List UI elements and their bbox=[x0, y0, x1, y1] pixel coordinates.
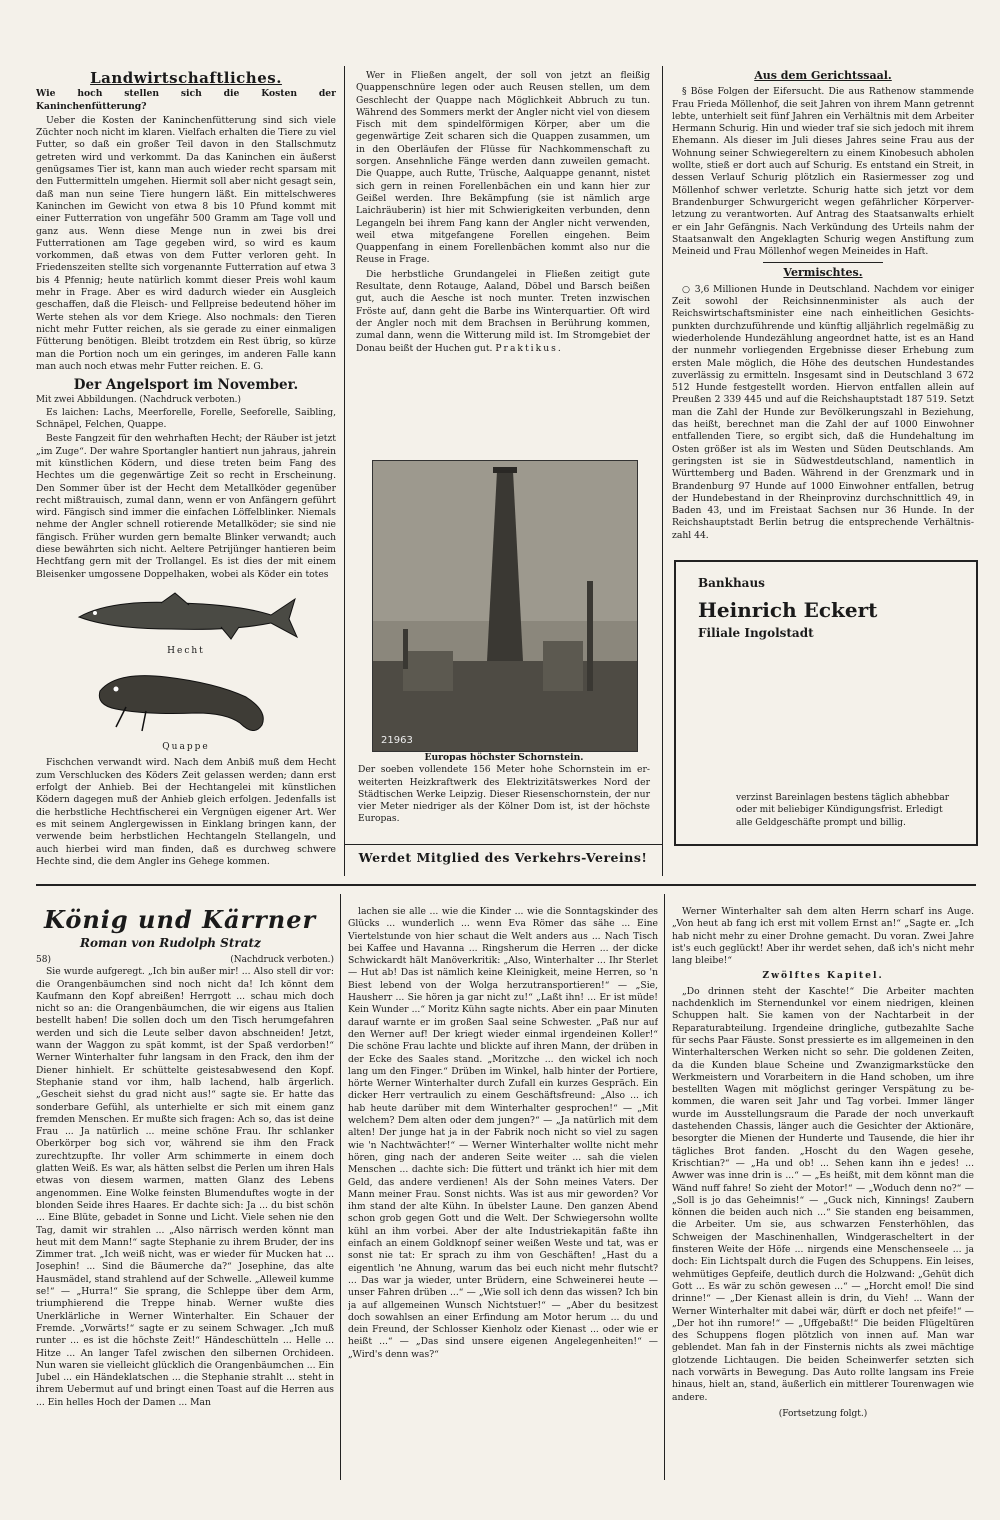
novel-column-3 bbox=[672, 906, 974, 1480]
paragraph-ground-angling bbox=[356, 269, 650, 355]
ad-body: verzinst Bareinlagen bestens täglich abhebbar oder mit beliebiger Kündigungsfrist. Erledigt alle Geldgeschäfte prompt und billig. bbox=[736, 793, 950, 828]
banner-tourism-club: Werdet Mitglied des Verkehrs-Vereins! bbox=[358, 850, 648, 865]
novel-author: Roman von Rudolph Stratz bbox=[80, 936, 261, 950]
pike-illustration bbox=[71, 585, 301, 645]
novel-column-1 bbox=[36, 954, 334, 1474]
heading-miscellaneous: Vermischtes. bbox=[783, 266, 863, 280]
novel-rule-right bbox=[664, 894, 665, 1480]
installment-number: 58) bbox=[36, 955, 51, 965]
novel-header-line bbox=[36, 954, 334, 966]
ad-bankhaus: Bankhaus bbox=[698, 576, 765, 590]
heading-courtroom: Aus dem Gerichtssaal. bbox=[754, 69, 892, 82]
author-signature: Praktikus. bbox=[495, 342, 563, 354]
paragraph-pike-season: Beste Fangzeit für den wehrhaften Hecht; der Räuber ist jetzt „im Zuge“. Der wahre Sportangler hantiert nun jahraus, jahrein mit künstlichen Ködern, und diese treten beim Fang des Hechtes um die gegenwärtige Zeit so recht in Erscheinung. Den Sommer über ist der Hecht dem Metallköder gegenüber recht mißtrauisch, zumal dann, wenn er von Anfängern geführt wird. Fängisch sind immer die einfachen Löffelblinker. Niemals nehme der Angler schnell rotierende Metallköder; sie sind nie fängisch. Früher wurden gern bemalte Blinker verwandt; auch diese bewährten sich nicht. Aeltere Petrijünger hantieren beim Hechtfang gern mit der Trollangel. Es ist dies der mit einem Bleisenker umgossene Doppelhaken, wobei als Köder ein totes bbox=[36, 433, 336, 580]
heading-agriculture: Landwirtschaftliches. bbox=[90, 69, 282, 87]
subheading-rabbit-feeding: Wie hoch stellen sich die Kosten der Kaninchenfütterung? bbox=[36, 88, 336, 112]
heading-angling-november: Der Angelsport im November. bbox=[73, 377, 299, 394]
byline-angling: Mit zwei Abbildungen. (Nachdruck verboten.) bbox=[36, 395, 241, 406]
column-court bbox=[672, 66, 974, 558]
paragraph-pike-bait: Fischchen verwandt wird. Nach dem Anbiß muß dem Hecht zum Verschlucken des Köders Zeit gelassen werden; dann erst erfolgt der Anhieb. Bei der Hechtangelei mit künstlichen Ködern dagegen muß der Anhieb gleich erfolgen. Jedenfalls ist die herbstliche Hechtfischerei ein Vergnügen eigener Art. Wer es mit seinem Anglergewissen in Einklang bringen kann, der verwende beim herbstlichen Hechtangeln Stellangeln, und auch hierbei wird man finden, daß es durchweg schwere Hechte sind, die dem Angler ins Gehege kommen. bbox=[36, 757, 336, 867]
column-rule-right bbox=[662, 66, 663, 876]
section-rule bbox=[36, 884, 976, 886]
article-rabbit-feeding: Ueber die Kosten der Kaninchenfütterung sind sich viele Züchter noch nicht im klaren. Vielfach erhalten die Tiere zu viel Futter, so daß ein großer Teil davon in den Stallschmutz getreten wird und verkommt. Da das Kaninchen ein äußerst genügsames Tier ist, kann man auch wieder recht sparsam mit den Futtermitteln umgehen. Hiermit soll aber nicht gesagt sein, daß man nun seine Tiere hungern läßt. Ein mittelschweres Kaninchen im Gewicht von etwa 8 bis 10 Pfund kommt mit einer Futterration von ungefähr 500 Gramm am Tage voll und ganz aus. Wenn diese Menge nun in zwei bis drei Futterrationen am Tage gegeben wird, so wird es kaum vorkommen, daß etwas von dem Futter verloren geht. In Friedenszeiten stellte sich vorgenannte Futterration auf etwa 3 bis 4 Pfennig; heute natürlich kommt dieser Preis wohl kaum mehr in Frage. Aber es wird dadurch wieder ein Ausgleich geschaffen, daß die Fleisch- und Fellpreise bedeutend höher im Werte stehen als vor dem Kriege. Also nochmals: den Tieren nicht mehr Futter reichen, als sie gerade zu einer einmaligen Fütterung benötigen. Bleibt trotzdem ein Rest übrig, so kürze man die Portion noch um ein geringes, im anderen Falle kann man auch noch etwas mehr Futter reichen. E. G. bbox=[36, 114, 336, 372]
photo-number: 21963 bbox=[381, 735, 413, 746]
novel-text-3: Werner Winterhalter sah dem alten Herrn scharf ins Auge. „Von heut ab fang ich erst mit vollem Ernst an!“ „Sagte er. „Ich hab nicht mehr zu einer Drohne gemacht. Du voran. Zwei Jahre ist's euch geglückt! Aber ihr werdet sehen, daß ich's nicht mehr lang bleibe!“ bbox=[672, 906, 974, 967]
chimney-photo bbox=[372, 460, 638, 752]
chapter-heading: Zwölftes Kapitel. bbox=[762, 970, 884, 982]
article-dogs: ○ 3,6 Millionen Hunde in Deutschland. Nachdem vor einiger Zeit sowohl der Reichsinnenminister als auch der Reichswirtschaftsminister eine nach einheitlichen Gesichtspunkten durchzuführende und künftig alljährlich regelmäßig zu wiederholende Hundezählung angeordnet hatte, ist es an Hand der nunmehr vorliegenden Ergebnisse dieser Erhebung zum ersten Male möglich, die Höhe des deutschen Hundestandes zuverlässig zu ermitteln. Insgesamt sind in Deutschland 3 672 512 Hunde festgestellt worden. Hiervon entfallen allein auf Preußen 2 339 445 und auf die Reichshauptstadt 187 519. Setzt man die Zahl der Hunde zur Bevölkerungszahl in Beziehung, das heißt, berechnet man die Zahl der auf 1000 Einwohner entfallenden Tiere, so ergibt sich, daß die Hundehaltung im Osten größer ist als im Westen und Süden Deutschlands. Am geringsten ist sie in Südwestdeutschland, namentlich in Württemberg und Baden. Während in der Grenzmark und in Brandenburg 97 Hunde auf 1000 Einwohner entfallen, betrug der Hundebestand in der Rheinprovinz durchschnittlich 49, in Baden 43, und im Freistaat Sachsen nur 36 Hunde. In der Reichshauptstadt Berlin betrug die entsprechende Verhältniszahl 44. bbox=[672, 283, 974, 541]
rule-court-misc bbox=[763, 262, 883, 263]
column-rule-left bbox=[344, 66, 345, 876]
ground-angling-text: Die herbstliche Grundangelei in Fließen zeitigt gute Resultate, denn Rotauge, Aaland, Döbel und Barsch beißen gut, auch die Aesche ist noch munter. Treten inzwischen Fröste auf, dann geht die Barbe ins Winterquartier. Oft wird der Angler noch mit dem Brachsen in Berührung kommen, zumal dann, wenn die Witterung mild ist. Im Stromgebiet der Donau beißt der Huchen gut. bbox=[356, 268, 650, 354]
novel-text-1: Sie wurde aufgeregt. „Ich bin außer mir! ... Also stell dir vor: die Orangenbäumchen sind noch nicht da! Ich könnt dem Kaufmann den Kopf abreißen! Herrgott ... schau mich doch nicht so an: die Orangenbäumchen, die wir eigens aus Italien bestellt haben! Die sollen doch um den Tisch herumgefahren werden und sich die Leute selber davon abschneiden! Jetzt, wann der Waggon zu spät kommt, ist der Spaß verdorben!“ Werner Winterhalter fuhr langsam in den Frack, den ihm der Diener hinhielt. Er schüttelte geistesabwesend den Kopf. Stephanie stand vor ihm, halb lachend, halb ärgerlich. „Gescheit siehst du grad nicht aus!“ sagte sie. Er hatte das sonderbare Gefühl, als unterhielte er sich mit einem ganz fremden Menschen. Er mußte sich fragen: Ach so, das ist deine Frau ... Ja natürlich ... meine schöne Frau. Ihr schlanker Oberkörper bog sich vor, während sie ihm den Frack zurechtzupfte. Ihr voller Arm schimmerte in einem doch glatten Weiß. Es war, als hätten selbst die Perlen um ihren Hals etwas von diesem warmen, matten Glanz des Lebens angenommen. Eine Wolke feinsten Blumenduftes wogte in der blonden Seide ihres Haares. Er dachte sich: Ja ... du bist schön ... Eine Blüte, gebadet in Sonne und Licht. Viele sehen nie den Tag, damit wir strahlen ... „Also närrisch werden könnt man heut mit dem Mann!“ sagte Stephanie zu ihrem Bruder, der ins Zimmer trat. „Ich weiß nicht, was er wieder für Mucken hat ... Josephin! ... Sind die Bäumerche da?“ Josephine, das alte Hausmädel, stand strahlend auf der Schwelle. „Alleweil kumme se!“ — „Hurra!“ Sie sprang, die Schleppe über dem Arm, triumphierend die Treppe hinab. Werner wußte dies Unerklärliche in Werner Winterhalter. Ein Schauer der Fremde. „Vorwärts!“ sagte er zu seinem Schwager. „Ich muß runter ... es ist die höchste Zeit!“ Händeschütteln ... Helle ... Hitze ... An langer Tafel zwischen den silbernen Orchideen. Nun waren sie vielleicht glücklich die Orangenbäumchen ... Ein Jubel ... ein Händeklatschen ... die Stephanie strahlt ... steht in ihrem Uebermut auf und bringt einen Toast auf die Herren aus ... Ein helles Hoch der Damen ... Man bbox=[36, 966, 334, 1408]
burbot-illustration bbox=[86, 661, 286, 741]
chimney-caption bbox=[358, 752, 650, 826]
ad-branch: Filiale Ingolstadt bbox=[698, 626, 814, 640]
chimney-photo-graphic bbox=[373, 461, 637, 751]
bank-advertisement bbox=[674, 560, 978, 846]
article-jealousy: § Böse Folgen der Eifersucht. Die aus Rathenow stammende Frau Frieda Möllenhof, die seit Jahren von ihrem Mann getrennt lebte, unterhielt seit fünf Jahren ein Verhältnis mit dem Arbeiter Hermann Schurig. Hin und wieder traf sie sich jedoch mit ihrem Ehemann. Als dieser im Juli dieses Jahres seine Frau aus der Wohnung seiner Schwiegereltern zu einem Kinobesuch abholen wollte, stieß er dort auch auf Schurig. Es entstand ein Streit, in dessen Verlauf Schurig plötzlich ein Rasiermesser zog und Möllenhof schwer verletzte. Schurig hatte sich jetzt vor dem Brandenburger Schwurgericht wegen gefährlicher Körperverletzung zu verantworten. Auf Antrag des Staatsanwalts erhielt er ein Jahr Gefängnis. Nach Verkündung des Urteils nahm der Staatsanwalt den Angeklagten Schurig wegen Anstiftung zum Meineid und Frau Möllenhof wegen Meineides in Haft. bbox=[672, 86, 974, 258]
paragraph-burbot: Wer in Fließen angelt, der soll von jetzt an fleißig Quappenschnüre legen oder auch Reusen stellen, um dem Geschlecht der Quappe nach Möglichkeit Abbruch zu tun. Während des Sommers merkt der Angler nicht viel von diesem Fisch mit dem spindelförmigen Körper, aber um die gegenwärtige Zeit scharen sich die Quappen zusammen, um in den Oberläufen der Flüsse für Nachkommenschaft zu sorgen. Ansehnliche Fänge werden dann zuweilen gemacht. Die Quappe, auch Rutte, Trüsche, Aalquappe genannt, nistet sich gern in reinen Forellenbächen ein und kann hier zur Geißel werden. Ihre Bekämpfung (sie ist nämlich arge Laichräuberin) ist hier mit Schwierigkeiten verbunden, denn Legangeln bei ihrem Fang kann der Angler nicht verwenden, weil etwa mitgefangene Forellen eingehen. Beim Quappenfang in einem Forellenbächen kommt also nur die Reuse in Frage. bbox=[356, 70, 650, 266]
reprint-notice: (Nachdruck verboten.) bbox=[230, 955, 334, 965]
rule-above-banner bbox=[344, 844, 662, 845]
novel-rule-left bbox=[340, 894, 341, 1480]
column-agriculture bbox=[36, 66, 336, 870]
novel-title: König und Kärrner bbox=[44, 905, 317, 934]
novel-column-2 bbox=[348, 906, 658, 1480]
paragraph-spawning: Es laichen: Lachs, Meerforelle, Forelle, Seeforelle, Saibling, Schnäpel, Felchen, Quappe. bbox=[36, 406, 336, 431]
ad-bank-name: Heinrich Eckert bbox=[698, 598, 878, 622]
caption-text: Der soeben vollendete 156 Meter hohe Schornstein im erweiterten Heizkraftwerk des Elektrizitätswerkes Nord der Städtischen Werke Leipzig. Dieser Riesenschornstein, der nur vier Meter niedriger als der Kölner Dom ist, ist der höchste Europas. bbox=[358, 764, 650, 825]
to-be-continued: (Fortsetzung folgt.) bbox=[778, 1408, 868, 1419]
caption-burbot: Quappe bbox=[162, 742, 210, 753]
column-burbot bbox=[356, 70, 650, 450]
caption-pike: Hecht bbox=[167, 645, 205, 656]
novel-text-2: lachen sie alle ... wie die Kinder ... wie die Sonntagskinder des Glücks ... wunderlich ... wenn Eva Römer das sähe ... Eine Viertelstunde von hier schaut die Welt anders aus ... Nach Tisch bei Kaffee und Havanna ... Ringsherum die Herren ... der dicke Schwickardt hält Manöverkritik: „Also, Winterhalter ... Ihr Sterlet — Hut ab! Das ist nämlich keine Kleinigkeit, meine Herren, so 'n Biest lebend von der Wolga herzutransportieren!“ — „Sie, Hausherr ... Sie hören ja gar nicht zu!“ „Laßt ihn! ... Er ist müde! Kein Wunder ...“ Moritz Kühn sagte nichts. Aber ein paar Minuten darauf warnte er im großen Saal seine Schwester. „Paß nur auf den Werner auf! Der kriegt wieder einmal irgendeinen Koller!“ Die schöne Frau lachte und blickte auf ihren Mann, der drüben in der Ecke des Saales stand. „Moritzche ... den wickel ich noch lang um den Finger.“ Drüben im Winkel, halb hinter der Portiere, hörte Werner Winterhalter durch Zufall ein kurzes Gespräch. Ein dicker Herr vertraulich zu einem Geschäftsfreund: „Also ... ich hab heute darüber mit dem Winterhalter gesprochen!“ — „Mit welchem? Dem alten oder dem jungen?“ — „Ja natürlich mit dem alten! Der junge hat ja in der Fabrik noch nicht so viel zu sagen wie 'n Nachtwächter!“ — Werner Winterhalter wollte nicht mehr hören, ging nach der anderen Seite weiter ... sah die vielen Menschen ... dachte sich: Die füttert und tränkt ich hier mit dem Geld, das andere verdienen! Als der Sohn meines Vaters. Der Mann meiner Frau. Sonst nichts. Was ist aus mir geworden? Vor ihm stand der alte Kühn. In übelster Laune. Den ganzen Abend schon grob gegen Gott und die Welt. Der Schwiegersohn wollte kühl an ihm vorbei. Aber der alte Industriekapitän faßte ihn einfach an einem Goldknopf seiner weißen Weste und tat, was er sonst nie tat: Er sprach zu ihm von Geschäften! „Hast du a eigentlich 'ne Ahnung, warum das bei euch nicht mehr flutscht? ... Das war ja wieder, unter Brüdern, eine Schweinerei heute — unser Fahren drüben ...“ — „Wie soll ich denn das wissen? Ich bin ja auf allgemeinen Wunsch Nichtstuer!“ — „Aber du besitzest doch sowahlsen an einer Erfindung am Motor herum ... du und dein Freund, der Schlosser Kienholz oder Kienast ... oder wie er heißt ...“ — „Das sind unsere eigenen Angelegenheiten!“ — „Wird's denn was?“ bbox=[348, 906, 658, 1360]
novel-text-4: „Do drinnen steht der Kaschte!“ Die Arbeiter machten nachdenklich im Sternendunkel vor einem niedrigen, kleinen Schuppen halt. Sie kamen von der Nachtarbeit in der Reparaturabteilung. Irgendeine dringliche, gutbezahlte Sache für sechs Paar Fäuste. Sonst pressierte es im allgemeinen in den Winterhalterschen Werken nicht so sehr. Die goldenen Zeiten, da die Kunden blaue Scheine und Zwanzigmarkstücke den Werkmeistern und Vorarbeitern in die Hand schoben, um ihre bestellten Wagen mit möglichst geringer Verspätung zu bekommen, die waren seit Jahr und Tag vorbei. Immer länger wurde im Ausstellungsraum die Parade der noch unverkauft dastehenden Chassis, länger auch die Gesichter der Aktionäre, besorgter die Mienen der Hunderte und Tausende, die hier ihr tägliches Brot fanden. „Hoscht du den Wagen gesehe, Krischtian?“ — „Ha und ob! ... Sehen kann ihn e jedes! ... Awwer was inne drin is ...“ — „Es heißt, mit dem könnt man die Wänd nuff fahre! So zieht der Motor!“ — „Woduch denn no?“ — „Soll is jo das Geheimnis!“ — „Guck nich, Kinnings! Zaubern können die beiden auch nich ...“ Sie standen eng beisammen, die Arbeiter. Um sie, aus schwarzen Fensterhöhlen, das Schweigen der Maschinenhallen, Windgerascheltert in der finsteren Weite der Höfe ... nirgends eine Menschenseele ... ja doch: Ein Lichtspalt durch die Fugen des Schuppens. Ein leises, wehmütiges Gepfeife, deutlich durch die Holzwand: „Gehüt dich Gott ... Es wär zu schön gewesen ...“ — „Horcht emol! Die sind drinne!“ — „Der Kienast allein is drin, du Vieh! ... Wann der Werner Winterhalter mit dabei wär, dürft er doch net pfeife!“ — „Der hot ihn rumore!“ — „Uffgebaßt!“ Die beiden Flügeltüren des Schuppens flogen plötzlich von innen auf. Man war geblendet. Man fah in der Finsternis nichts als zwei mächtige glotzende Lichtaugen. Die beiden Scheinwerfer setzten sich nach vorwärts in Bewegung. Das Auto rollte langsam ins Freie hinaus, hielt an, stand, äußerlich ein mittlerer Tourenwagen wie andere. bbox=[672, 985, 974, 1403]
caption-title: Europas höchster Schornstein. bbox=[424, 752, 584, 763]
